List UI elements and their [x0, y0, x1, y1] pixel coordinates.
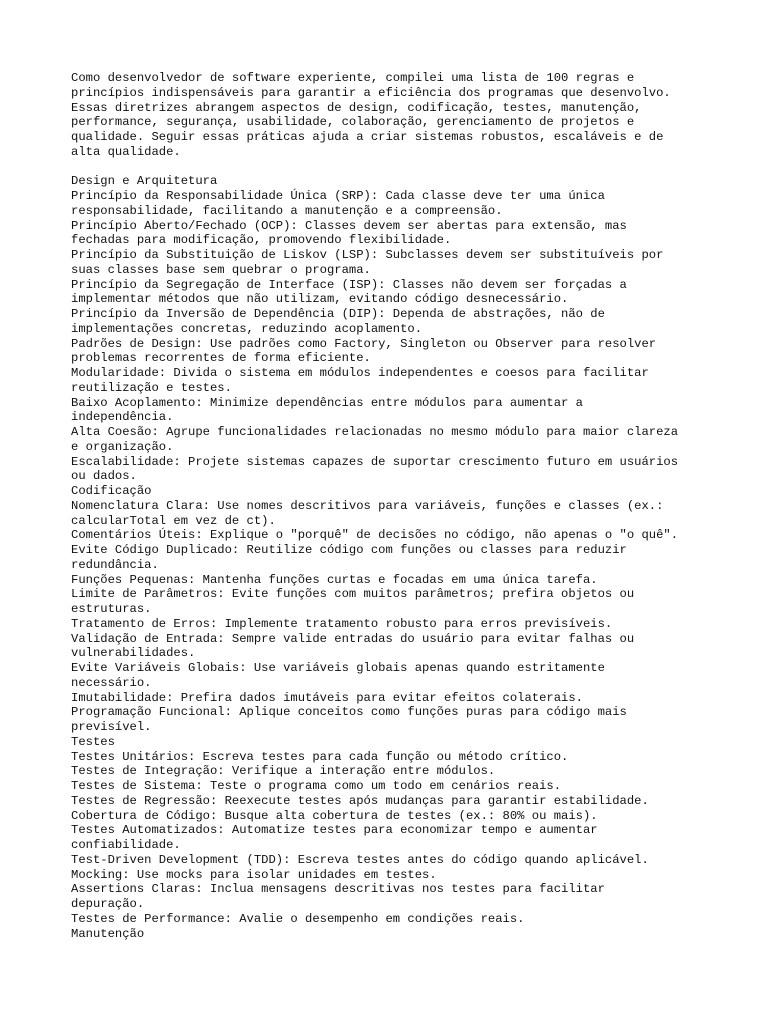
text-line: Manutenção: [71, 926, 145, 941]
text-line: Testes Unitários: Escreva testes para cada função ou método crítico.: [71, 749, 569, 764]
text-line: Imutabilidade: Prefira dados imutáveis para evitar efeitos colaterais.: [71, 690, 583, 705]
text-line: Limite de Parâmetros: Evite funções com muitos parâmetros; prefira objetos ou: [71, 587, 635, 602]
text-line: redundância.: [71, 557, 159, 572]
text-line: Princípio da Inversão de Dependência (DIP): Dependa de abstrações, não de: [71, 307, 605, 321]
text-line: Nomenclatura Clara: Use nomes descritivos para variáveis, funções e classes (ex.:: [71, 498, 664, 513]
text-line: Escalabilidade: Projete sistemas capazes de suportar crescimento futuro em usuários: [71, 454, 679, 469]
text-line: Testes: [71, 734, 115, 749]
text-line: vulnerabilidades.: [71, 646, 196, 661]
text-line: Programação Funcional: Aplique conceitos como funções puras para código mais: [71, 705, 627, 720]
text-line: Validação de Entrada: Sempre valide entradas do usuário para evitar falhas ou: [71, 631, 635, 646]
text-line: implementar métodos que não utilizam, evitando código desnecessário.: [71, 292, 569, 307]
text-line: calcularTotal em vez de ct).: [71, 513, 276, 528]
text-line: reutilização e testes.: [71, 380, 232, 395]
text-line: depuração.: [71, 897, 145, 911]
text-line: Baixo Acoplamento: Minimize dependências entre módulos para aumentar a: [71, 395, 583, 410]
text-line: Assertions Claras: Inclua mensagens descritivas nos testes para facilitar: [71, 882, 605, 897]
text-line: ou dados.: [71, 469, 137, 484]
document-page: [71, 71, 711, 941]
text-line: confiabilidade.: [71, 838, 181, 852]
text-line: Codificação: [71, 484, 152, 498]
text-line: Testes de Performance: Avalie o desempenho em condições reais.: [71, 911, 525, 926]
text-line: fechadas para modificação, promovendo flexibilidade.: [71, 233, 452, 248]
intro-line: Como desenvolvedor de software experiente, compilei uma lista de 100 regras e: [71, 71, 635, 85]
text-line: Tratamento de Erros: Implemente tratamento robusto para erros previsíveis.: [71, 616, 613, 631]
text-line: Testes de Regressão: Reexecute testes após mudanças para garantir estabilidade.: [71, 793, 649, 808]
text-line: estruturas.: [71, 602, 152, 616]
text-line: Princípio da Segregação de Interface (ISP): Classes não devem ser forçadas a: [71, 277, 627, 292]
paragraph-gap: [71, 160, 711, 175]
intro-line: performance, segurança, usabilidade, colaboração, gerenciamento de projetos e: [71, 115, 635, 130]
text-line: Cobertura de Código: Busque alta cobertura de testes (ex.: 80% ou mais).: [71, 808, 598, 823]
text-line: Design e Arquitetura: [71, 174, 218, 189]
text-line: necessário.: [71, 675, 152, 690]
text-line: Alta Coesão: Agrupe funcionalidades relacionadas no mesmo módulo para maior clareza: [71, 425, 679, 439]
intro-line: alta qualidade.: [71, 144, 181, 159]
text-line: responsabilidade, facilitando a manutenção e a compreensão.: [71, 203, 503, 218]
text-line: Mocking: Use mocks para isolar unidades em testes.: [71, 867, 437, 882]
intro-paragraph: [71, 71, 711, 160]
text-line: Comentários Úteis: Explique o "porquê" de decisões no código, não apenas o "o quê".: [71, 528, 679, 543]
text-line: Evite Variáveis Globais: Use variáveis globais apenas quando estritamente: [71, 661, 605, 675]
intro-line: qualidade. Seguir essas práticas ajuda a criar sistemas robustos, escaláveis e de: [71, 130, 664, 144]
text-line: Test-Driven Development (TDD): Escreva testes antes do código quando aplicável.: [71, 852, 649, 867]
text-line: Princípio da Substituição de Liskov (LSP): Subclasses devem ser substituíveis por: [71, 248, 664, 262]
intro-line: princípios indispensáveis para garantir a eficiência dos programas que desenvolvo.: [71, 85, 671, 100]
text-line: suas classes base sem quebrar o programa.: [71, 262, 371, 277]
text-line: Funções Pequenas: Mantenha funções curtas e focadas em uma única tarefa.: [71, 572, 598, 587]
text-line: independência.: [71, 410, 174, 425]
text-line: Evite Código Duplicado: Reutilize código com funções ou classes para reduzir: [71, 543, 627, 557]
text-line: e organização.: [71, 439, 174, 454]
text-line: Testes de Integração: Verifique a interação entre módulos.: [71, 764, 496, 779]
text-line: problemas recorrentes de forma eficiente.: [71, 351, 371, 366]
rules-list: [71, 174, 711, 941]
text-line: Padrões de Design: Use padrões como Factory, Singleton ou Observer para resolver: [71, 336, 657, 351]
text-line: previsível.: [71, 720, 152, 734]
text-line: implementações concretas, reduzindo acoplamento.: [71, 321, 423, 336]
text-line: Princípio Aberto/Fechado (OCP): Classes devem ser abertas para extensão, mas: [71, 218, 627, 233]
text-line: Testes Automatizados: Automatize testes para economizar tempo e aumentar: [71, 823, 598, 838]
text-line: Princípio da Responsabilidade Única (SRP): Cada classe deve ter uma única: [71, 189, 605, 203]
text-line: Modularidade: Divida o sistema em módulos independentes e coesos para facilitar: [71, 366, 649, 380]
text-line: Testes de Sistema: Teste o programa como um todo em cenários reais.: [71, 779, 562, 793]
intro-line: Essas diretrizes abrangem aspectos de design, codificação, testes, manutenção,: [71, 100, 642, 115]
